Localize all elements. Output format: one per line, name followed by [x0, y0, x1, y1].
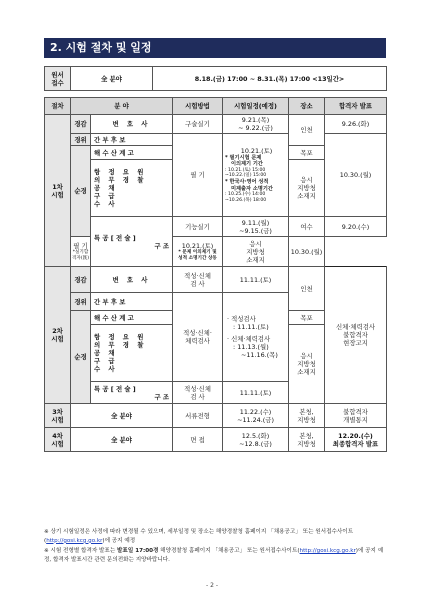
stage1-result-written2: 10.30.(월) — [289, 237, 325, 267]
stage1-special: 특 공 [ 전 술 ] — [94, 233, 136, 242]
application-table — [44, 66, 387, 91]
stage3-schedule: 11.22.(수) ~11.24.(금) — [223, 404, 289, 428]
stage1-gyeonggan: 경감 — [71, 115, 91, 134]
written2-note-0: * 문제 이의제기 및 — [178, 249, 217, 255]
stage1-special-group — [91, 217, 173, 267]
stage3-label: 3차 시험 — [45, 404, 71, 428]
stage1-rescue: 구 조 — [154, 241, 170, 250]
schedule-table — [44, 97, 387, 452]
stage4-field: 全 분야 — [71, 428, 173, 452]
written-note-6: : 10.25.(수) 14:00 — [225, 192, 266, 197]
stage1-sched-written-date: 10.21.(토) — [240, 146, 273, 155]
stage2-result: 신체·체력검사 불합격자 현장고지 — [325, 267, 387, 404]
note-1-text-a: ※ 상기 시험일정은 사정에 따라 변경될 수 있으며, 세부일정 및 장소는 해양경찰청 홈페이지 「채용공고」 또는 원서접수사이트( — [44, 529, 354, 544]
stage1-sched-lawyer: 9.21.(목) ~ 9.22.(금) — [223, 115, 289, 134]
page-number: - 2 - — [206, 582, 218, 589]
note-2 — [44, 547, 390, 564]
header-stage: 절차 — [45, 98, 71, 115]
stage1-maritime: 해 수 산 계 고 — [91, 146, 173, 160]
stage1-method-skill: 기능실기 — [173, 217, 223, 237]
header-result: 합격자 발표 — [325, 98, 387, 115]
stage2-method-lawyer: 적성·신체 검 사 — [173, 267, 223, 293]
written-note-0: * 필기시험 문제 — [225, 154, 262, 161]
stage2-place-region: 응시 지방청 소재지 — [289, 325, 325, 404]
header-method: 시험방법 — [173, 98, 223, 115]
stage1-method-written2-note: *실기합격자(旣) — [71, 249, 90, 261]
stage1-sched-written2-date: 10.21.(토) — [181, 241, 214, 250]
note-2-text-a: ※ 시험 전형별 합격자 발표는 — [44, 548, 118, 555]
note-2-bold: 발표일 17:00경 — [117, 548, 159, 555]
application-field: 全 분야 — [71, 67, 153, 91]
written-note-4: * 한국사·영어 성적 — [225, 179, 269, 185]
nav-line-3: 구 급 — [94, 192, 118, 200]
stage2-sched-main — [223, 293, 289, 382]
stage1-method-written2-cell — [71, 237, 91, 267]
stage4-result — [325, 428, 387, 452]
stage2-method-main: 적성·신체· 체력검사 — [173, 293, 223, 382]
stage1-gyeongwi: 경위 — [71, 134, 91, 146]
stage1-sched-written2 — [173, 237, 223, 267]
sched2-line-3: : 11.13.(월) — [233, 343, 269, 351]
note-2-text-b: 해양경찰청 홈페이지 「채용공고」 또는 원서접수사이트( — [158, 548, 300, 555]
nav2-line-2: 공 채 — [94, 349, 118, 357]
nav2-line-0: 항 정 요 원 — [94, 333, 147, 341]
stage2-special-group — [91, 382, 173, 404]
stage4-schedule: 12.5.(화) ~12.8.(금) — [223, 428, 289, 452]
stage1-place-mokpo: 목포 — [289, 146, 325, 160]
header-place: 장소 — [289, 98, 325, 115]
note-2-text-c: )에 공지 예정, 합격자 발표시간 관련 문의전화는 지양바랍니다. — [44, 548, 384, 563]
stage1-sched-skill: 9.11.(월) ~9.15.(금) — [223, 217, 289, 237]
stage1-lawyer: 변 호 사 — [91, 115, 173, 134]
nav-line-2: 공 채 — [94, 184, 118, 192]
stage3-method: 서류전형 — [173, 404, 223, 428]
stage1-audit: 간 부 후 보 — [91, 134, 173, 146]
note-1-link[interactable]: http://gosi.kcg.go.kr — [46, 537, 103, 544]
stage1-result-main: 10.30.(월) — [325, 134, 387, 217]
stage1-place-region2: 응시 지방청 소재지 — [223, 237, 289, 267]
stage3-result: 불합격자 개별통지 — [325, 404, 387, 428]
notes — [44, 528, 390, 567]
stage2-maritime: 해 수 산 계 고 — [91, 311, 173, 325]
stage2-sungyeong: 순경 — [71, 311, 91, 404]
stage4-result-date: 12.20.(수) — [338, 431, 373, 440]
application-period: 8.18.(금) 17:00 ~ 8.31.(목) 17:00 <13일간> — [153, 67, 387, 91]
stage2-gyeonggan: 경감 — [71, 267, 91, 293]
stage2-label: 2차 시험 — [45, 267, 71, 404]
written-note-7: ~10.26.(목) 18:00 — [225, 197, 267, 203]
note-2-link[interactable]: http://gosi.kcg.go.kr — [299, 548, 356, 555]
stage2-place-mokpo: 목포 — [289, 311, 325, 325]
stage1-result-lawyer: 9.26.(화) — [325, 115, 387, 134]
stage1-place-yeosu: 여수 — [289, 217, 325, 237]
nav2-line-4: 수 사 — [94, 365, 118, 373]
stage2-lawyer: 변 호 사 — [91, 267, 173, 293]
stage1-place-incheon: 인천 — [289, 115, 325, 146]
stage4-method: 면 접 — [173, 428, 223, 452]
stage2-nav-group — [91, 325, 173, 382]
nav2-line-3: 구 급 — [94, 357, 118, 365]
stage2-sched-special: 11.11.(토) — [223, 382, 289, 404]
written-note-1: 이의제기 기간 — [231, 161, 263, 168]
stage3-place: 본청, 지방청 — [289, 404, 325, 428]
stage4-result-text: 최종합격자 발표 — [332, 439, 379, 448]
sched2-line-0: · 적성검사 — [227, 315, 256, 323]
header-field: 분 야 — [71, 98, 173, 115]
nav-line-0: 항 정 요 원 — [94, 168, 147, 176]
nav2-line-1: 의 무 경 찰 — [94, 341, 147, 349]
stage2-method-special: 적성·신체 검 사 — [173, 382, 223, 404]
stage2-rescue: 구 조 — [154, 392, 170, 401]
sched2-line-1: : 11.11.(토) — [233, 323, 269, 331]
stage4-place: 본청, 지방청 — [289, 428, 325, 452]
stage1-sungyeong: 순경 — [71, 146, 91, 237]
stage2-sched-lawyer: 11.11.(토) — [223, 267, 289, 293]
written-note-2: : 10.21.(토) 15:00 — [225, 167, 266, 173]
stage1-method-written2: 필 기 — [73, 241, 88, 250]
stage3-field: 全 분야 — [71, 404, 173, 428]
nav-line-1: 의 무 경 찰 — [94, 176, 147, 184]
written-note-3: ~10.22.(일) 15:00 — [225, 173, 267, 179]
stage2-gyeongwi: 경위 — [71, 293, 91, 311]
written2-note-1: 성적 소명기간 상동 — [178, 255, 217, 261]
table-header-row — [45, 98, 387, 115]
sched2-line-4: ~11.16.(목) — [241, 351, 278, 359]
sched2-line-2: · 신체·체력검사 — [227, 335, 271, 343]
stage2-special: 특 공 [ 전 술 ] — [94, 384, 136, 393]
written-note-5: 미제출자 소명기간 — [231, 185, 273, 192]
header-schedule: 시험일정(예정) — [223, 98, 289, 115]
stage1-nav-group — [91, 160, 173, 217]
stage1-method-written: 필 기 — [173, 134, 223, 217]
section-title: 2. 시험 절차 및 일정 — [44, 38, 386, 58]
note-1-text-b: )에 공지 예정 — [102, 537, 136, 544]
note-1 — [44, 528, 390, 545]
stage2-place-incheon: 인천 — [289, 267, 325, 311]
application-label: 원서 접수 — [45, 67, 71, 91]
stage1-place-region: 응시 지방청 소재지 — [289, 160, 325, 217]
stage2-audit: 간 부 후 보 — [91, 293, 173, 311]
stage1-method-lawyer: 구술실기 — [173, 115, 223, 134]
stage1-label: 1차 시험 — [45, 115, 71, 267]
nav-line-4: 수 사 — [94, 200, 118, 208]
stage1-result-skill: 9.20.(수) — [325, 217, 387, 237]
stage4-label: 4차 시험 — [45, 428, 71, 452]
stage1-sched-written — [223, 134, 289, 217]
